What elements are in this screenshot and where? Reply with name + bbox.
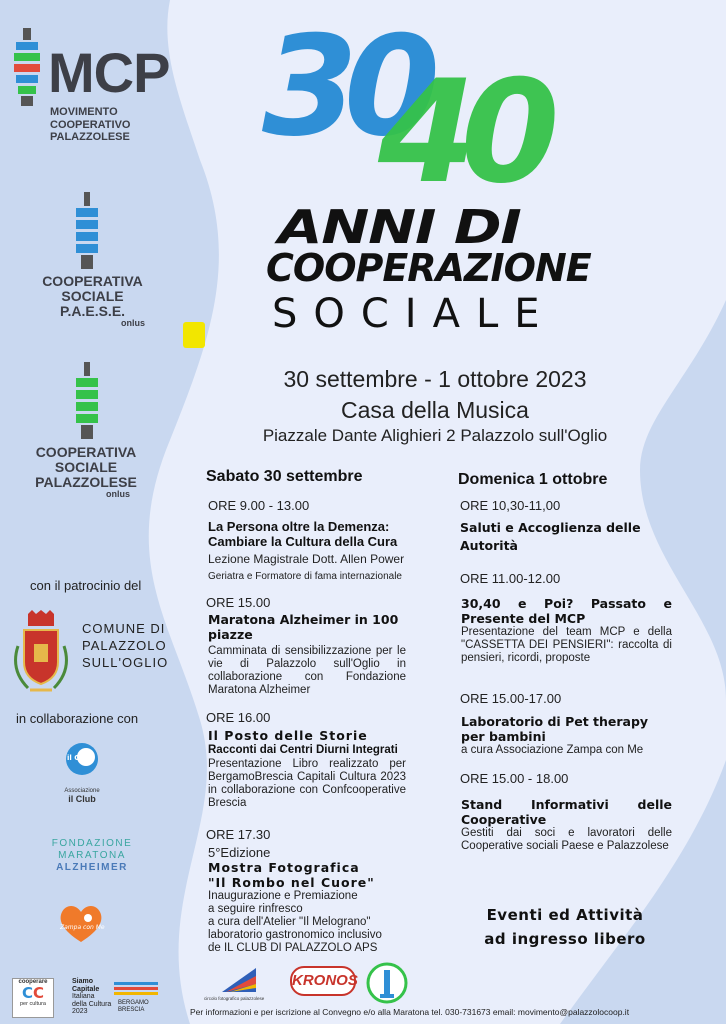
saturday-title: Sabato 30 settembre	[206, 468, 363, 485]
sun-e2-block: 30,40 e Poi? Passato e Presente del MCP Presentazione del team MCP e della "CASSETTA DEI PENSIERI": raccolta di pensieri, ricordi, proposte	[461, 596, 672, 664]
sat-e4-time: ORE 17.30	[206, 827, 271, 842]
paese-name: COOPERATIVA SOCIALE P.A.E.S.E. onlus	[42, 273, 145, 328]
patrocinio-label: con il patrocinio del	[30, 578, 142, 593]
mcp-acronym: MCP	[48, 41, 170, 104]
number-40: 40	[378, 50, 544, 215]
club-caption: Associazione il Club	[64, 788, 100, 804]
fondazione-logo: FONDAZIONE MARATONA ALZHEIMER	[51, 838, 133, 873]
event-address: Piazzale Dante Alighieri 2 Palazzolo sull'Oglio	[262, 426, 608, 445]
wreath-logo-icon	[366, 962, 408, 1004]
number-30: 30	[262, 6, 427, 167]
sat-e1-block: La Persona oltre la Demenza: Cambiare la Cultura della Cura Lezione Magistrale Dott. Allen Power Geriatra e Formatore di fama internazionale	[208, 519, 405, 582]
comune-crest-icon	[10, 610, 72, 694]
mcp-name: MOVIMENTO COOPERATIVO PALAZZOLESE	[50, 106, 131, 143]
sat-e1-time: ORE 9.00 - 13.00	[208, 498, 310, 513]
sat-e2-time: ORE 15.00	[206, 595, 271, 610]
sun-e2-time: ORE 11.00-12.00	[460, 571, 561, 586]
palazzolese-tower-icon	[72, 362, 102, 440]
sat-e4-block: 5°Edizione Mostra Fotografica "Il Rombo nel Cuore" Inaugurazione e Premiazione a seguire rinfresco a cura dell'Atelier "Il Melograno" laboratorio gastronomico inclusivo de IL CLUB DI PALAZZOLO APS	[208, 845, 382, 954]
comune-name: COMUNE DI PALAZZOLO SULL'OGLIO	[82, 621, 169, 670]
sunday-title: Domenica 1 ottobre	[458, 471, 608, 488]
sun-e4-time: ORE 15.00 - 18.00	[460, 771, 569, 786]
capitale-cultura-text: Siamo Capitale Italiana della Cultura 2023	[72, 978, 112, 1015]
sun-e4-block: Stand Informativi delle Cooperative Gestiti dai soci e lavoratori delle Cooperative sociali Paese e Palazzolese	[461, 797, 672, 852]
zampa-heart-icon	[58, 902, 104, 944]
mcp-tower-icon	[10, 28, 44, 108]
circolo-label: circolo fotografico palazzolese	[204, 996, 265, 1001]
cooperare-logo: cooperare CC per cultura	[12, 978, 54, 1018]
zampa-label: Zampa con Me	[60, 924, 105, 931]
eventi-note: Eventi ed Attività ad ingresso libero	[484, 906, 646, 948]
circolo-fotografico-logo-icon	[216, 964, 262, 994]
sun-e3-time: ORE 15.00-17.00	[460, 691, 562, 706]
title-sociale: SOCIALE	[272, 291, 556, 337]
collaborazione-label: in collaborazione con	[16, 711, 139, 726]
event-dates: 30 settembre - 1 ottobre 2023	[283, 366, 587, 392]
capitale-stripes-icon	[114, 980, 158, 998]
sun-e1-title: Saluti e Accoglienza delle Autorità	[460, 520, 641, 553]
title-cooperazione: COOPERAZIONE	[266, 246, 591, 290]
sun-e1-time: ORE 10,30-11,00	[460, 498, 561, 513]
yellow-square-decoration	[183, 322, 205, 348]
title-anni-di: ANNI DI	[278, 200, 521, 254]
event-venue: Casa della Musica	[341, 397, 529, 423]
footer-info: Per informazioni e per iscrizione al Convegno e/o alla Maratona tel. 030-731673 email: movimento@palazzolocoop.it	[190, 1007, 630, 1017]
paese-tower-icon	[72, 192, 102, 270]
sat-e2-block: Maratona Alzheimer in 100 piazze Camminata di sensibilizzazione per le vie di Palazzolo sull'Oglio in collaborazione con Fondazione Maratona Alzheimer	[208, 612, 406, 696]
sun-e3-block: Laboratorio di Pet therapy per bambini a cura Associazione Zampa con Me	[461, 714, 649, 756]
capitale-cities: BERGAMO BRESCIA	[118, 1000, 149, 1013]
sat-e3-block: Il Posto delle Storie Racconti dai Centri Diurni Integrati Presentazione Libro realizzato per BergamoBrescia Capitali Cultura 2023 in collaborazione con Confcooperative Brescia	[208, 728, 406, 809]
palazzolese-name: COOPERATIVA SOCIALE PALAZZOLESE onlus	[35, 444, 137, 499]
club-icon-text: il Club	[67, 754, 92, 762]
kronos-logo: KRONOS	[290, 966, 356, 996]
sat-e3-time: ORE 16.00	[206, 710, 271, 725]
